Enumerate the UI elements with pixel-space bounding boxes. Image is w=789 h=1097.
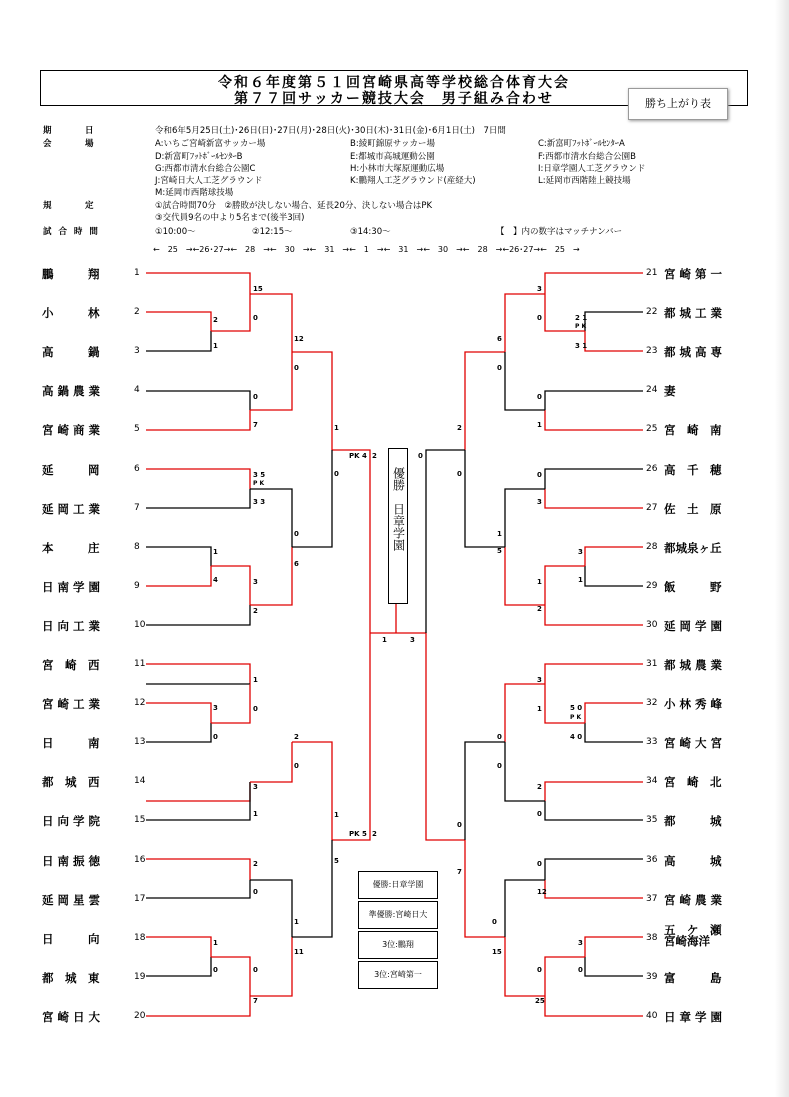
score-label: 2 [213,316,218,324]
right-match-number: 30 [646,619,658,630]
score-label: 2 [372,452,377,460]
pk-score: 5 0 [570,704,583,712]
score-label: 5 [334,857,339,865]
score-label: 2 [253,860,258,868]
left-match-number: 6 [134,463,140,474]
score-label: 1 [294,918,299,926]
score-label: 6 [294,560,299,568]
left-team-name: 延 岡 [42,462,100,477]
right-team-name: 妻 [664,384,676,399]
score-label: 1 [213,548,218,556]
score-label: 1 [537,578,542,586]
score-label: 3 [253,578,258,586]
left-match-number: 12 [134,698,146,709]
right-match-number: 40 [646,1010,658,1021]
time-2: ②12:15～ [252,227,293,237]
date-row: ← 25 →←26･27→← 28 →← 30 →← 31 →← 1 →← 31 →← 30 →← 28 →←26･27→← 25 → [153,245,580,254]
right-team-name: 都 城 工 業 [664,306,723,321]
score-label: 15 [253,285,263,293]
right-match-number: 33 [646,737,658,748]
left-team-name: 宮 崎 商 業 [42,423,101,438]
right-team-name: 都 城 農 業 [664,658,723,672]
venue-j: J:宮崎日大人工芝グラウンド [155,176,263,186]
left-team-name: 鵬 翔 [42,267,100,281]
right-team-name: 佐 土 原 [664,501,722,516]
result-third-2: 3位:宮崎第一 [358,961,438,989]
score-label: 5 [497,547,502,555]
venue-f: F:西都市清水台総合公園B [538,152,636,162]
right-match-number: 34 [646,776,658,787]
left-match-number: 15 [134,815,146,826]
right-match-number: 31 [646,659,658,669]
venue-h: H:小林市大塚原運動広場 [350,164,445,174]
venue-a: A:いちご宮崎新富サッカー場 [155,139,266,149]
score-label: 7 [457,868,462,876]
champion-text: 優勝 日章学園 [391,467,406,551]
result-runner-up: 準優勝:宮崎日大 [358,901,438,929]
score-label: 0 [213,733,218,741]
tournament-title: 令和６年度第５１回宮崎県高等学校総合体育大会 [218,75,570,91]
score-label: 3 [253,783,258,791]
score-label: 0 [537,314,542,322]
left-match-number: 9 [134,580,140,591]
right-team-name: 小 林 秀 峰 [664,697,723,712]
result-third-1: 3位:鵬翔 [358,931,438,959]
right-match-number: 23 [646,346,658,357]
score-label: 2 [294,733,299,741]
right-match-number: 29 [646,580,658,591]
period-text: 令和6年5月25日(土)･26日(日)･27日(月)･28日(火)･30日(木)･31日(金)･6月1日(土) 7日間 [155,126,506,136]
score-label: 12 [537,888,547,896]
left-team-name: 延 岡 工 業 [42,501,101,516]
score-label: 0 [537,966,542,974]
right-match-number: 22 [646,307,658,318]
left-team-name: 日 南 振 徳 [42,853,101,868]
score-label: 3 [213,704,218,712]
score-label: 6 [497,335,502,343]
score-label: 1 [334,811,339,819]
right-team-name: 宮 崎 北 [664,775,722,790]
right-team-name: 富 島 [664,970,722,985]
left-match-number: 8 [134,541,140,552]
right-match-number: 32 [646,698,658,709]
score-label: 2 [253,607,258,615]
score-label: 3 [578,939,583,947]
left-match-number: 1 [134,268,140,278]
pk-score: 3 1 [575,342,588,350]
right-match-number: 28 [646,541,658,552]
right-team-name: 日 章 学 園 [664,1009,723,1024]
left-team-name: 日 南 [42,736,100,751]
rule-2: ③交代員9名の中より5名まで(後半3回) [155,213,305,223]
right-match-number: 26 [646,463,658,474]
right-team-name: 宮 崎 農 業 [664,892,723,907]
score-label: 3 [578,548,583,556]
right-match-number: 39 [646,971,658,982]
score-label: 11 [294,948,304,956]
score-label: 1 [213,939,218,947]
score-label: 0 [213,966,218,974]
right-team-name: 延 岡 学 園 [664,618,723,633]
score-label: 0 [253,705,258,713]
score-label: 1 [537,421,542,429]
score-label: 1 [253,676,258,684]
page-edge-shadow [775,0,789,1097]
venue-k: K:鵬翔人工芝グラウンド(産経大) [350,176,476,186]
right-team-name: 宮 崎 大 宮 [664,736,723,751]
score-label: 1 [497,530,502,538]
pk-score: 4 0 [570,733,583,741]
score-label: 3 [537,498,542,506]
right-team-name: 五 ケ 瀬 宮崎海洋 [664,922,722,948]
champion-box [388,448,408,604]
right-team-name: 高 千 穂 [664,462,722,477]
left-team-name: 都 城 東 [42,970,100,985]
rule-1: ①試合時間70分 ②勝敗が決しない場合、延長20分、決しない場合はPK [155,201,433,211]
score-label: 0 [418,452,423,460]
score-label: 1 [213,342,218,350]
score-label: 4 [213,576,218,584]
bracket-subtitle: 第７７回サッカー競技大会 男子組み合わせ [234,91,554,107]
score-label: 7 [253,421,258,429]
left-match-number: 11 [134,659,146,669]
pk-score: 2 1 [575,314,588,322]
left-team-name: 高 鍋 [42,345,100,360]
left-team-name: 都 城 西 [42,775,100,790]
score-label: 0 [334,470,339,478]
score-label: 0 [492,918,497,926]
venue-m: M:延岡市西階球技場 [155,188,234,198]
left-match-number: 16 [134,854,146,865]
score-label: 0 [457,470,462,478]
right-match-number: 36 [646,854,658,865]
pk-label: P K [570,714,582,721]
pk-label: P K [253,480,265,487]
venue-g: G:西都市清水台総合公園C [155,164,256,174]
right-team-name: 宮 崎 第 一 [664,267,723,281]
left-team-name: 日 向 工 業 [42,618,101,633]
right-team-name: 都 城 高 専 [664,345,723,360]
left-team-name: 宮 崎 西 [42,658,100,672]
score-label: 0 [253,314,258,322]
right-team-name: 宮 崎 南 [664,423,722,438]
left-team-name: 高 鍋 農 業 [42,384,101,399]
venue-e: E:都城市高城運動公園 [350,152,435,162]
score-label: 0 [537,810,542,818]
score-label: 0 [294,762,299,770]
score-label: 0 [253,888,258,896]
right-match-number: 35 [646,815,658,826]
right-match-number: 27 [646,502,658,513]
score-label: 3 [537,285,542,293]
score-label: 0 [537,393,542,401]
right-match-number: 37 [646,893,658,904]
left-match-number: 10 [134,619,146,630]
score-label: 0 [294,364,299,372]
left-match-number: 17 [134,893,146,904]
right-team-name: 都 城 [664,814,722,829]
venue-label: 会 場 [43,139,96,149]
score-label: 1 [578,576,583,584]
left-team-name: 日 向 学 院 [42,814,101,829]
right-match-number: 38 [646,932,658,943]
left-team-name: 日 向 [42,931,100,946]
score-label: 0 [537,860,542,868]
bracket-view-button[interactable]: 勝ち上がり表 [628,88,728,120]
score-label: 12 [294,335,304,343]
venue-l: L:延岡市西階陸上競技場 [538,176,631,186]
score-label: 2 [372,830,377,838]
score-label: 7 [253,997,258,1005]
left-match-number: 4 [134,385,140,396]
left-match-number: 3 [134,346,140,357]
venue-b: B:綾町錦原サッカー場 [350,139,436,149]
venue-d: D:新富町ﾌｯﾄﾎﾞｰﾙｾﾝﾀｰB [155,152,243,162]
right-match-number: 25 [646,424,658,435]
left-match-number: 7 [134,502,140,513]
right-match-number: 21 [646,268,658,278]
score-label: 2 [457,424,462,432]
left-team-name: 小 林 [42,306,100,321]
left-team-name: 日 南 学 園 [42,579,101,594]
final-score-left: 1 [382,636,387,644]
score-label: 0 [537,471,542,479]
right-team-name: 飯 野 [664,579,722,594]
score-label: 0 [497,364,502,372]
score-label: 25 [535,997,545,1005]
left-match-number: 2 [134,307,140,318]
left-match-number: 18 [134,932,146,943]
venue-i: I:日章学園人工芝グラウンド [538,164,646,174]
match-number-note: 【 】内の数字はマッチナンバー [496,227,623,237]
score-label: 2 [537,783,542,791]
left-team-name: 宮 崎 工 業 [42,697,101,712]
time-label: 試 合 時 間 [43,227,100,237]
left-match-number: 20 [134,1010,146,1021]
score-label: 3 [537,676,542,684]
score-label: 0 [457,821,462,829]
time-3: ③14:30～ [350,227,391,237]
score-label: 15 [492,948,502,956]
score-label: 0 [578,966,583,974]
time-1: ①10:00～ [155,227,196,237]
pk-score: PK 4 [349,452,367,460]
pk-label: P K [575,323,587,330]
right-team-name: 都城泉ヶ丘 [664,540,722,555]
score-label: 2 [537,605,542,613]
pk-score: PK 5 [349,830,367,838]
left-match-number: 19 [134,971,146,982]
score-label: 1 [253,810,258,818]
score-label: 1 [537,705,542,713]
right-team-name: 高 城 [664,853,722,868]
score-label: 0 [497,762,502,770]
right-match-number: 24 [646,385,658,396]
score-label: 0 [253,966,258,974]
score-label: 0 [294,530,299,538]
score-label: 0 [253,393,258,401]
final-score-right: 3 [410,636,415,644]
left-match-number: 5 [134,424,140,435]
score-label: 0 [497,733,502,741]
rules-label: 規 定 [43,201,96,211]
result-winner: 優勝:日章学園 [358,871,438,899]
left-match-number: 13 [134,737,146,748]
left-team-name: 延 岡 星 雲 [42,892,101,907]
period-label: 期 日 [43,126,96,136]
pk-score: 3 5 [253,471,266,479]
score-label: 1 [334,424,339,432]
pk-score: 3 3 [253,498,266,506]
left-team-name: 宮 崎 日 大 [42,1009,101,1024]
left-team-name: 本 庄 [42,540,100,555]
venue-c: C:新富町ﾌｯﾄﾎﾞｰﾙｾﾝﾀｰA [538,139,625,149]
left-match-number: 14 [134,776,146,787]
